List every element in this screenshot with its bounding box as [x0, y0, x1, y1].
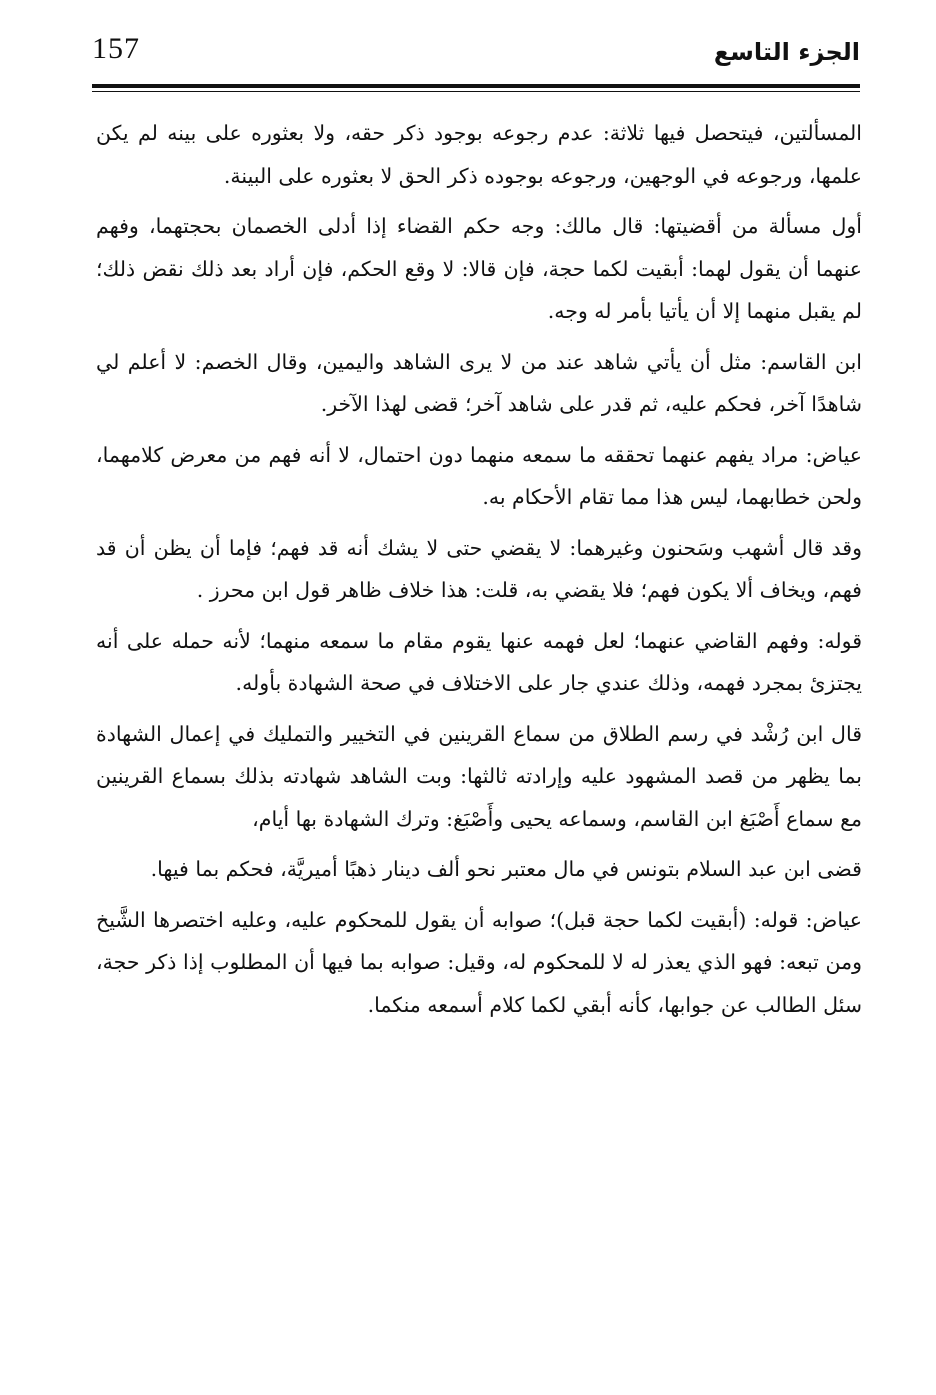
paragraph: قوله: وفهم القاضي عنهما؛ لعل فهمه عنها يقوم مقام ما سمعه منهما؛ لأنه حمله على أنه يجتزئ بمجرد فهمه، وذلك عندي جار على الاختلاف في صحة الشهادة بأوله. — [96, 628, 862, 695]
paragraph: قضى ابن عبد السلام بتونس في مال معتبر نحو ألف دينار ذهبًا أميريَّة، فحكم بما فيها. — [150, 857, 862, 881]
paragraph: عياض: مراد يفهم عنهما تحققه ما سمعه منهما دون احتمال، لا أنه فهم من معرض كلامهما، ولحن خطابهما، ليس هذا مما تقام الأحكام به. — [96, 442, 862, 509]
paragraph: المسألتين، فيتحصل فيها ثلاثة: عدم رجوعه بوجود ذكر حقه، ولا بعثوره على بينه لم يكن علمها، ورجوعه في الوجهين، ورجوعه بوجوده ذكر الحق لا بعثوره على البينة. — [96, 121, 862, 188]
header-rule-thin — [92, 91, 860, 92]
running-title: الجزء التاسع — [713, 38, 860, 66]
paragraph: ابن القاسم: مثل أن يأتي شاهد عند من لا يرى الشاهد واليمين، وقال الخصم: لا أعلم لي شاهدًا آخر، فحكم عليه، ثم قدر على شاهد آخر؛ قضى لهذا الآخر. — [96, 349, 862, 416]
body-text — [96, 112, 862, 1034]
paragraph: قال ابن رُشْد في رسم الطلاق من سماع القرينين في التخيير والتمليك في إعمال الشهادة بما يظهر من قصد المشهود عليه وإرادته ثالثها: وبت الشاهد شهادته بذلك بسماع القرينين مع سماع أَصْبَغ ابن القاسم، وسماعه يحيى وأَصْبَغ: وترك الشهادة بها أيام، — [96, 721, 862, 831]
paragraph: أول مسألة من أقضيتها: قال مالك: وجه حكم القضاء إذا أدلى الخصمان بحجتهما، وفهم عنهما أن يقول لهما: أبقيت لكما حجة، فإن قالا: لا وقع الحكم، فإن أراد بعد ذلك نقض ذلك؛ لم يقبل منهما إلا أن يأتيا بأمر له وجه. — [96, 214, 862, 323]
paragraph: وقد قال أشهب وسَحنون وغيرهما: لا يقضي حتى لا يشك أنه قد فهم؛ فإما أن يظن أن قد فهم، ويخاف ألا يكون فهم؛ فلا يقضي به، قلت: هذا خلاف ظاهر قول ابن محرز . — [96, 535, 862, 602]
page-header — [92, 30, 860, 80]
page-number: 157 — [92, 32, 140, 65]
header-rule-thick — [92, 84, 860, 88]
paragraph: عياض: قوله: (أبقيت لكما حجة قبل)؛ صوابه أن يقول للمحكوم عليه، وعليه اختصرها الشَّيخ ومن تبعه: فهو الذي يعذر له لا للمحكوم له، وقيل: صوابه بما فيها أن المطلوب إذا ذكر حجة، سئل الطالب عن جوابها، كأنه أبقي لكما كلام أسمعه منكما. — [96, 907, 862, 1017]
